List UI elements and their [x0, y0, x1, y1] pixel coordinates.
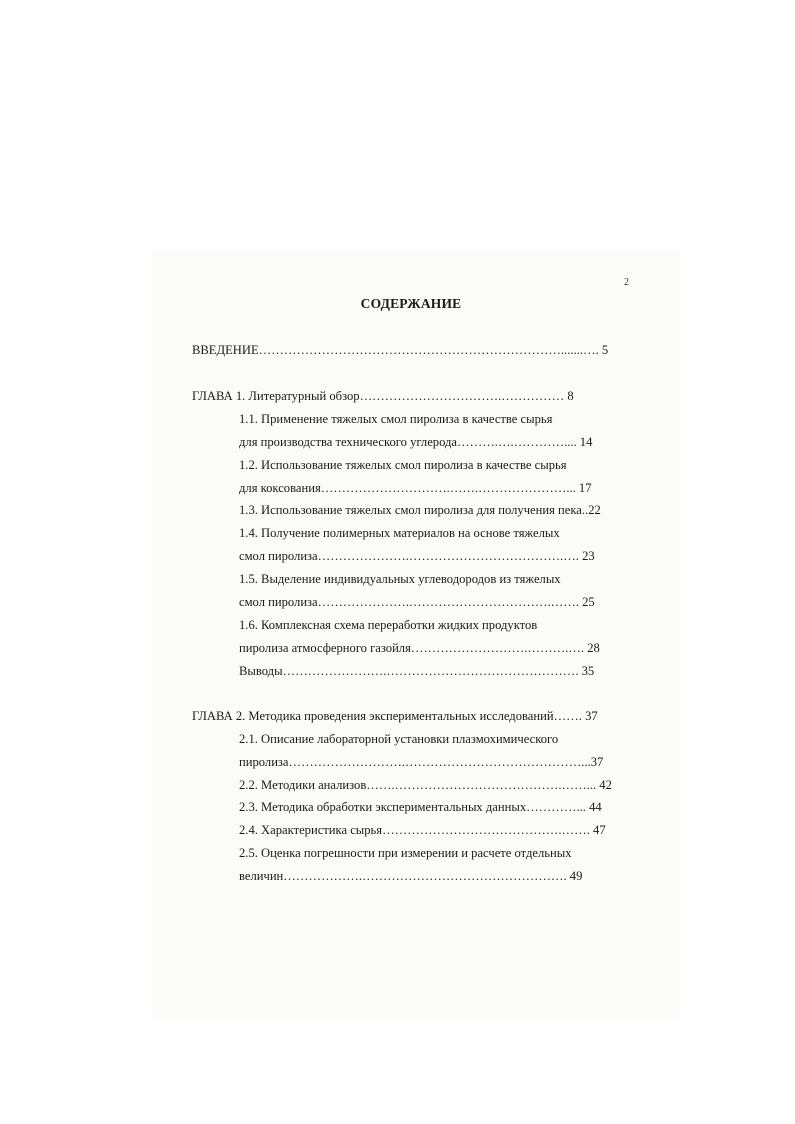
toc-entry-1-5-cont: смол пиролиза………………….…………………………….……. 25 — [239, 595, 595, 609]
toc-entry-chapter-1: ГЛАВА 1. Литературный обзор…………………………….…………… 8 — [192, 389, 574, 403]
toc-entry-1-4: 1.4. Получение полимерных материалов на основе тяжелых — [239, 526, 560, 540]
toc-entry-2-4: 2.4. Характеристика сырья…………………………………….……. 47 — [239, 823, 606, 837]
toc-entry-2-2: 2.2. Методики анализов…….………………………………….……... 42 — [239, 778, 612, 792]
toc-entry-chapter-2: ГЛАВА 2. Методика проведения экспериментальных исследований……. 37 — [192, 709, 598, 723]
scanned-page — [152, 250, 680, 1020]
toc-entry-1-2-cont: для коксования………………………….…….…………………... 17 — [239, 481, 592, 495]
toc-entry-1-2: 1.2. Использование тяжелых смол пиролиза в качестве сырья — [239, 458, 567, 472]
page-number: 2 — [624, 277, 629, 288]
toc-entry-2-1: 2.1. Описание лабораторной установки плазмохимического — [239, 732, 559, 746]
toc-entry-2-5: 2.5. Оценка погрешности при измерении и расчете отдельных — [239, 846, 572, 860]
toc-entry-1-1-cont: для производства технического углерода……….….………….... 14 — [239, 435, 593, 449]
toc-entry-1-3: 1.3. Использование тяжелых смол пиролиза для получения пека..22 — [239, 503, 601, 517]
toc-entry-1-6: 1.6. Комплексная схема переработки жидких продуктов — [239, 618, 538, 632]
toc-entry-conclusions: Выводы…………………….………………………………………. 35 — [239, 664, 595, 678]
toc-entry-2-5-cont: величин……………….…………………………………………. 49 — [239, 869, 583, 883]
toc-entry-1-5: 1.5. Выделение индивидуальных углеводородов из тяжелых — [239, 572, 561, 586]
toc-entry-2-3: 2.3. Методика обработки экспериментальных данных…………... 44 — [239, 800, 602, 814]
toc-entry-2-1-cont: пиролиза……………………….……………………………………...37 — [239, 755, 604, 769]
toc-entry-1-6-cont: пиролиза атмосферного газойля……………………….……….…. 28 — [239, 641, 600, 655]
toc-entry-introduction: ВВЕДЕНИЕ……………………………………………………………….......…. 5 — [192, 343, 609, 357]
toc-entry-1-1: 1.1. Применение тяжелых смол пиролиза в качестве сырья — [239, 412, 553, 426]
toc-title: СОДЕРЖАНИЕ — [360, 296, 462, 311]
toc-entry-1-4-cont: смол пиролиза………………….……………………………….…. 23 — [239, 549, 595, 563]
